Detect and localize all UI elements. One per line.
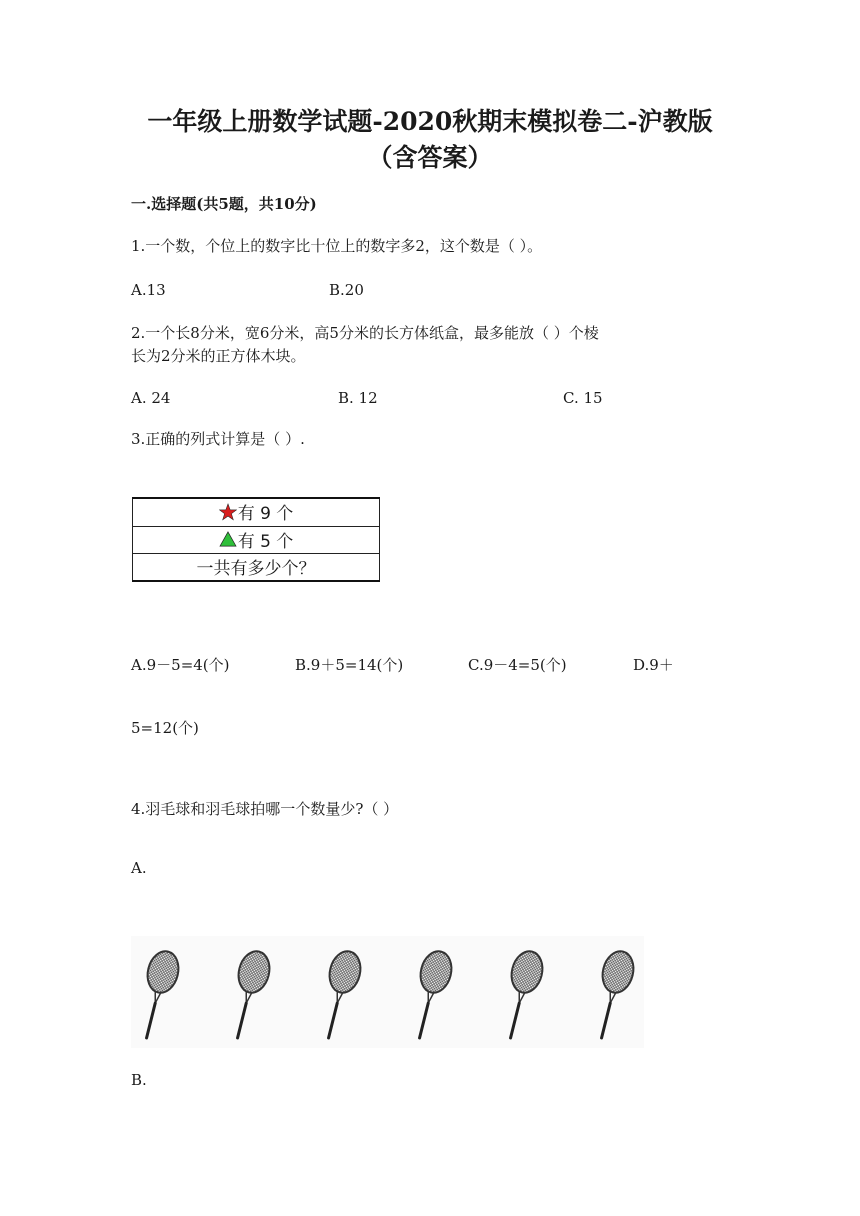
q3-option-d-continued: 5=12(个) — [131, 719, 199, 737]
racket-image — [131, 936, 644, 1048]
q2-option-a: A. 24 — [131, 389, 171, 407]
red-star-icon — [219, 503, 237, 526]
q3-option-c: C.9－4=5(个) — [468, 656, 567, 674]
q3-option-b: B.9＋5=14(个) — [295, 656, 404, 674]
triangle-count-text: 有 5 个 — [237, 531, 294, 552]
q2-option-b: B. 12 — [338, 389, 378, 407]
star-count-text: 有 9 个 — [237, 504, 294, 524]
racket-icon — [587, 948, 638, 1042]
page-title-line2: （含答案） — [367, 143, 493, 172]
total-question-text: 一共有多少个？ — [133, 553, 380, 581]
table-row-question — [133, 553, 380, 581]
q2-option-c: C. 15 — [563, 389, 603, 407]
racket-icon — [405, 948, 456, 1042]
q1-option-b: B.20 — [329, 281, 364, 299]
q3-option-d: D.9＋ — [633, 656, 674, 674]
section-heading: 一.选择题(共5题，共10分) — [131, 195, 317, 213]
question-2-line2: 长为2分米的正方体木块。 — [131, 347, 306, 365]
question-4-text: 4.羽毛球和羽毛球拍哪一个数量少?（ ） — [131, 800, 399, 818]
q1-option-a: A.13 — [131, 281, 166, 299]
question-1-text: 1.一个数，个位上的数字比十位上的数字多2，这个数是（ ）。 — [131, 237, 543, 255]
racket-icon — [314, 948, 365, 1042]
table-row-triangle — [133, 526, 380, 553]
q3-option-a: A.9－5=4(个) — [131, 656, 230, 674]
question-2-line1: 2.一个长8分米，宽6分米，高5分米的长方体纸盒，最多能放（ ）个棱 — [131, 324, 599, 342]
page-title-line1: 一年级上册数学试题-2020秋期末模拟卷二-沪教版 — [147, 107, 713, 136]
q3-table — [132, 497, 380, 582]
racket-icon — [496, 948, 547, 1042]
green-triangle-icon — [219, 531, 237, 552]
racket-icon — [223, 948, 274, 1042]
racket-icon — [132, 948, 183, 1042]
q4-option-a: A. — [131, 859, 147, 877]
q4-option-b: B. — [131, 1071, 147, 1089]
table-row-star — [133, 498, 380, 526]
question-3-text: 3.正确的列式计算是（ ）. — [131, 430, 305, 448]
